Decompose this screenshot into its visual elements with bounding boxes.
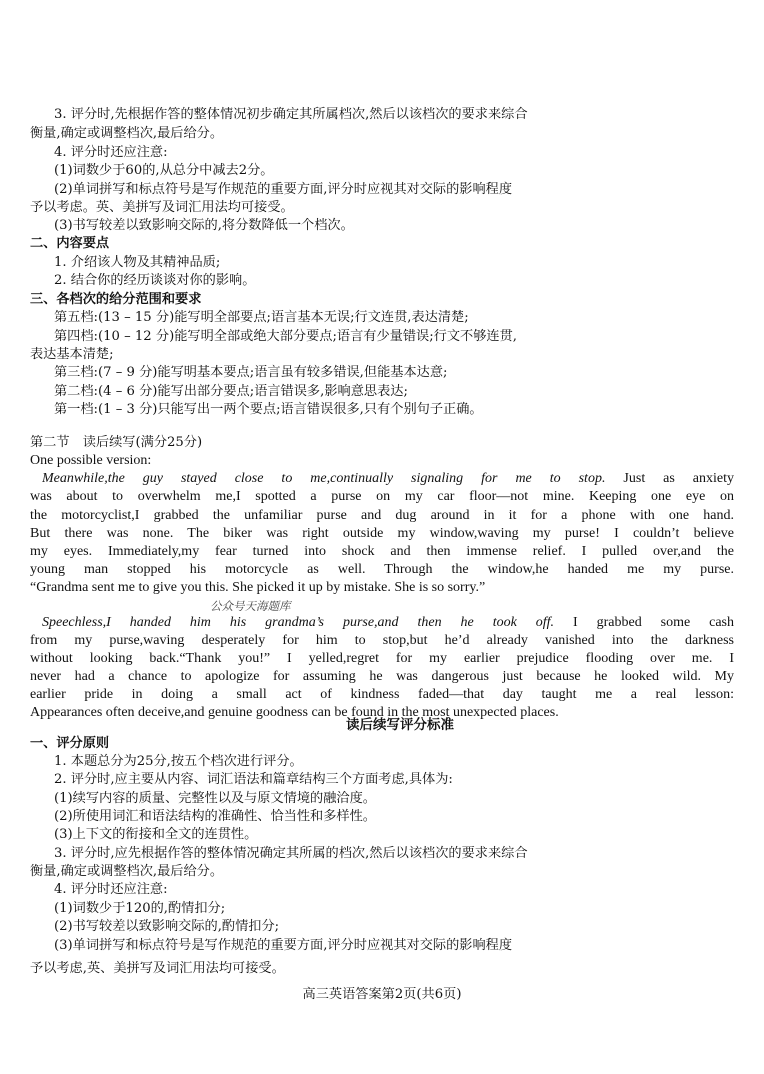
essay-line: Speechless,I handed him his grandma’s purse,and then he took off. I grabbed some cash bbox=[42, 615, 734, 630]
essay-line: But there was none. The biker was right outside my window,waving my purse! I couldn’t believe bbox=[30, 526, 734, 541]
content-point-1: 1. 介绍该人物及其精神品质; bbox=[54, 255, 221, 270]
grade-level-2: 第二档:(4 – 6 分)能写出部分要点;语言错误多,影响意思表达; bbox=[54, 384, 408, 399]
essay-line: never had a chance to apologize for assuming he was dangerous just because he looked wild. My bbox=[30, 669, 734, 684]
grade-level-3: 第三档:(7 – 9 分)能写明基本要点;语言虽有较多错误,但能基本达意; bbox=[54, 365, 448, 380]
rubric-note-3-line2: 予以考虑,英、美拼写及词汇用法均可接受。 bbox=[30, 961, 285, 976]
scoring-note-2-line2: 予以考虑。英、美拼写及词汇用法均可接受。 bbox=[30, 200, 294, 215]
watermark-text: 公众号天海题库 bbox=[210, 599, 291, 613]
grade-level-4-line1: 第四档:(10 – 12 分)能写明全部或绝大部分要点;语言有少量错误;行文不够连贯, bbox=[54, 329, 517, 344]
scoring-notes-title: 4. 评分时还应注意: bbox=[54, 145, 168, 160]
essay-line: the motorcyclist,I grabbed the unfamiliar purse and dug around in it for a phone with one hand. bbox=[30, 508, 734, 523]
rubric-principle-3-line2: 衡量,确定或调整档次,最后给分。 bbox=[30, 864, 224, 879]
essay-line: without looking back.“Thank you!” I yelled,regret for my earlier prejudice flooding over me. I bbox=[30, 651, 734, 666]
rubric-principle-1: 1. 本题总分为25分,按五个档次进行评分。 bbox=[54, 754, 303, 769]
essay-line: from my purse,waving desperately for him to stop,but he’d already vanished into the darkness bbox=[30, 633, 734, 648]
scoring-note-3: (3)书写较差以致影响交际的,将分数降低一个档次。 bbox=[54, 218, 354, 233]
rubric-aspect-2: (2)所使用词汇和语法结构的准确性、恰当性和多样性。 bbox=[54, 809, 376, 824]
rubric-note-2: (2)书写较差以致影响交际的,酌情扣分; bbox=[54, 919, 280, 934]
scoring-note-2-line1: (2)单词拼写和标点符号是写作规范的重要方面,评分时应视其对交际的影响程度 bbox=[54, 182, 513, 197]
grade-level-4-line2: 表达基本清楚; bbox=[30, 347, 114, 362]
scoring-note-1: (1)词数少于60的,从总分中减去2分。 bbox=[54, 163, 274, 178]
essay-line: earlier pride in doing a small act of kindness faded—that day taught me a real lesson: bbox=[30, 687, 734, 702]
grade-level-5: 第五档:(13 – 15 分)能写明全部要点;语言基本无误;行文连贯,表达清楚; bbox=[54, 310, 469, 325]
grade-ranges-heading: 三、各档次的给分范围和要求 bbox=[30, 292, 202, 307]
rubric-note-3-line1: (3)单词拼写和标点符号是写作规范的重要方面,评分时应视其对交际的影响程度 bbox=[54, 938, 513, 953]
rubric-principle-2: 2. 评分时,应主要从内容、词汇语法和篇章结构三个方面考虑,具体为: bbox=[54, 772, 453, 787]
content-points-heading: 二、内容要点 bbox=[30, 236, 110, 251]
page-footer: 高三英语答案第2页(共6页) bbox=[302, 987, 462, 1002]
section2-heading: 第二节 读后续写(满分25分) bbox=[30, 435, 203, 450]
essay-line: was about to overwhelm me,I spotted a purse on my car floor—not mine. Keeping one eye on bbox=[30, 489, 734, 504]
rubric-title: 读后续写评分标准 bbox=[346, 717, 454, 733]
rubric-principles-heading: 一、评分原则 bbox=[30, 736, 110, 751]
scoring-step-3-line2: 衡量,确定或调整档次,最后给分。 bbox=[30, 126, 224, 141]
essay-line: “Grandma sent me to give you this. She picked it up by mistake. She is so sorry.” bbox=[30, 580, 486, 595]
content-point-2: 2. 结合你的经历谈谈对你的影响。 bbox=[54, 273, 256, 288]
essay-line: young man stopped his motorcycle as well. Through the window,he handed me my purse. bbox=[30, 562, 734, 577]
rubric-notes-title: 4. 评分时还应注意: bbox=[54, 882, 168, 897]
rubric-principle-3-line1: 3. 评分时,应先根据作答的整体情况确定其所属的档次,然后以该档次的要求来综合 bbox=[54, 846, 528, 861]
rubric-aspect-3: (3)上下文的衔接和全文的连贯性。 bbox=[54, 827, 258, 842]
essay-line: my eyes. Immediately,my fear turned into shock and then immense relief. I pulled over,and the bbox=[30, 544, 734, 559]
grade-level-1: 第一档:(1 – 3 分)只能写出一两个要点;语言错误很多,只有个别句子正确。 bbox=[54, 402, 483, 417]
rubric-note-1: (1)词数少于120的,酌情扣分; bbox=[54, 901, 226, 916]
version-label: One possible version: bbox=[30, 453, 152, 468]
essay-line: Appearances often deceive,and genuine goodness can be found in the most unexpected places. bbox=[30, 705, 559, 720]
scoring-step-3-line1: 3. 评分时,先根据作答的整体情况初步确定其所属档次,然后以该档次的要求来综合 bbox=[54, 107, 528, 122]
rubric-aspect-1: (1)续写内容的质量、完整性以及与原文情境的融洽度。 bbox=[54, 791, 376, 806]
essay-line: Meanwhile,the guy stayed close to me,continually signaling for me to stop. Just as anxiety bbox=[42, 471, 734, 486]
